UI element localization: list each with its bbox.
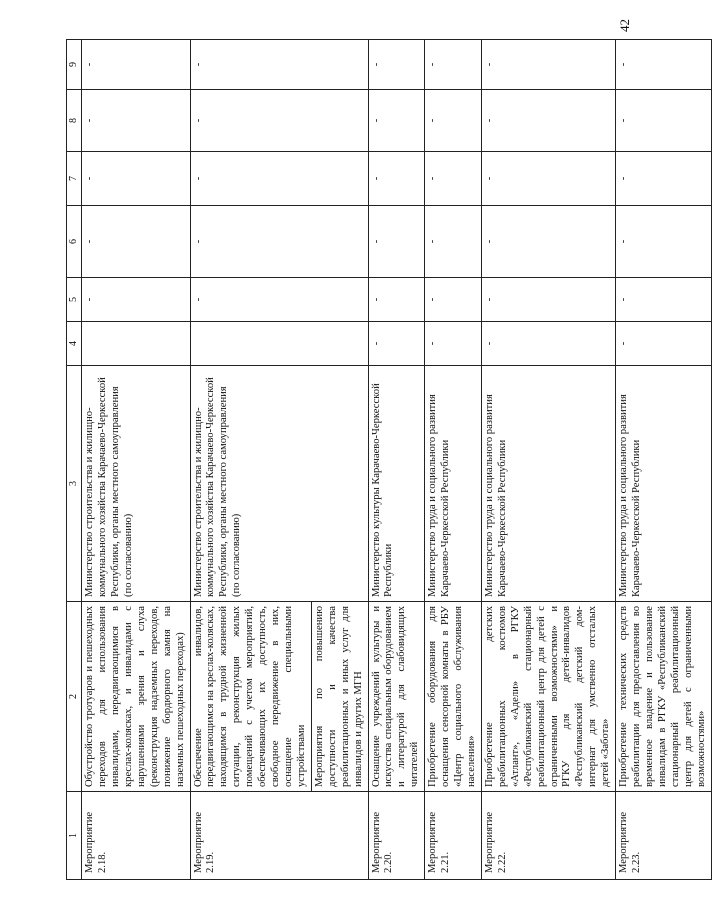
measure-description: Приобретение детских реабилитационных костюмов «Атлант», «Адели» в РГКУ «Республиканский стационарный реабилитационный центр для детей с ограниченными возможностями» и РГКУ для детей-инвалидов «Республиканский детский дом-интернат для умственно отсталых детей «Забота» (481, 602, 615, 792)
measure-executor: Министерство культуры Карачаево-Черкесской Республики (368, 366, 425, 602)
cell-col-7: - (481, 152, 615, 206)
header-col-5: 5 (67, 278, 82, 322)
cell-col-4 (82, 322, 190, 366)
cell-col-8: - (481, 90, 615, 152)
cell-col-4: - (425, 322, 482, 366)
cell-col-4: - (368, 322, 425, 366)
cell-col-5: - (616, 278, 711, 322)
measure-id: Мероприятие 2.18. (82, 792, 190, 880)
cell-col-6: - (481, 206, 615, 278)
cell-col-9: - (82, 40, 190, 90)
header-col-1: 1 (67, 792, 82, 880)
measure-description: Приобретение технических средств реабилитации для предоставления во временное владение и пользование инвалидам в РГКУ «Республиканский стационарный реабилитационный центр для детей с ограниченными возможностями» (616, 602, 711, 792)
cell-col-6: - (616, 206, 711, 278)
cell-col-6: - (82, 206, 190, 278)
measure-id: Мероприятие 2.22. (481, 792, 615, 880)
header-col-9: 9 (67, 40, 82, 90)
measures-table (66, 39, 712, 880)
rotated-page (66, 40, 707, 880)
measure-description: Приобретение оборудования для оснащения сенсорной комнаты в РБУ «Центр социального обслуживания населения» (425, 602, 482, 792)
header-row (67, 40, 82, 880)
measure-id: Мероприятие 2.20. (368, 792, 425, 880)
table-row (481, 40, 615, 880)
measure-id: Мероприятие 2.21. (425, 792, 482, 880)
measure-description: Обустройство тротуаров и пешеходных переходов для использования инвалидами, передвигающимися в креслах-колясках, и инвалидами с нарушениями зрения и слуха (реконструкция надземных переходов, понижение бордюрного камня на наземных пешеходных переходах) (82, 602, 190, 792)
cell-col-8: - (82, 90, 190, 152)
cell-col-9: - (368, 40, 425, 90)
header-col-3: 3 (67, 366, 82, 602)
cell-col-9: - (481, 40, 615, 90)
measure-executor: Министерство труда и социального развития Карачаево-Черкесской Республики (616, 366, 711, 602)
cell-col-5: - (481, 278, 615, 322)
measure-id: Мероприятие 2.23. (616, 792, 711, 880)
measure-description: Оснащение учреждений культуры и искусства специальным оборудованием и литературой для слабовидящих читателей (368, 602, 425, 792)
measure-executor: Министерство труда и социального развития Карачаево-Черкесской Республики (425, 366, 482, 602)
cell-col-4 (190, 322, 368, 366)
header-col-2: 2 (67, 602, 82, 792)
table-row (82, 40, 190, 880)
cell-col-4: - (616, 322, 711, 366)
cell-col-6: - (190, 206, 368, 278)
cell-col-7: - (425, 152, 482, 206)
page-number: 42 (617, 19, 632, 32)
cell-col-4: - (481, 322, 615, 366)
cell-col-9: - (190, 40, 368, 90)
table-row (190, 40, 368, 880)
cell-col-8: - (616, 90, 711, 152)
table-row (368, 40, 425, 880)
table-row (425, 40, 482, 880)
measure-description-cell (190, 602, 368, 792)
measure-subsection-title: Мероприятия по повышению доступности и качества реабилитационных и иных услуг для инвалидов и других МГН (311, 602, 366, 791)
cell-col-6: - (368, 206, 425, 278)
cell-col-7: - (368, 152, 425, 206)
table-row (616, 40, 711, 880)
cell-col-7: - (190, 152, 368, 206)
header-col-8: 8 (67, 90, 82, 152)
cell-col-7: - (82, 152, 190, 206)
measure-executor: Министерство труда и социального развития Карачаево-Черкесской Республики (481, 366, 615, 602)
measure-id: Мероприятие 2.19. (190, 792, 368, 880)
cell-col-8: - (425, 90, 482, 152)
cell-col-5: - (368, 278, 425, 322)
header-col-7: 7 (67, 152, 82, 206)
cell-col-8: - (368, 90, 425, 152)
measure-description: Обеспечение инвалидов, передвигающимся на креслах-колясках, находящимся в трудной жизненной ситуации, реконструкция жилых помещений с учетом мероприятий, обеспечивающих их доступность, свободное передвижение в них, оснащение специальными устройствами (192, 606, 307, 787)
measure-executor: Министерство строительства и жилищно-коммунального хозяйства Карачаево-Черкесской Республики, органы местного самоуправления (по согласованию) (82, 366, 190, 602)
cell-col-6: - (425, 206, 482, 278)
cell-col-7: - (616, 152, 711, 206)
cell-col-9: - (616, 40, 711, 90)
cell-col-5: - (82, 278, 190, 322)
header-col-4: 4 (67, 322, 82, 366)
cell-col-5: - (190, 278, 368, 322)
measure-executor: Министерство строительства и жилищно-коммунального хозяйства Карачаево-Черкесской Республики, органы местного самоуправления (по согласованию) (190, 366, 368, 602)
header-col-6: 6 (67, 206, 82, 278)
cell-col-9: - (425, 40, 482, 90)
cell-col-5: - (425, 278, 482, 322)
cell-col-8: - (190, 90, 368, 152)
